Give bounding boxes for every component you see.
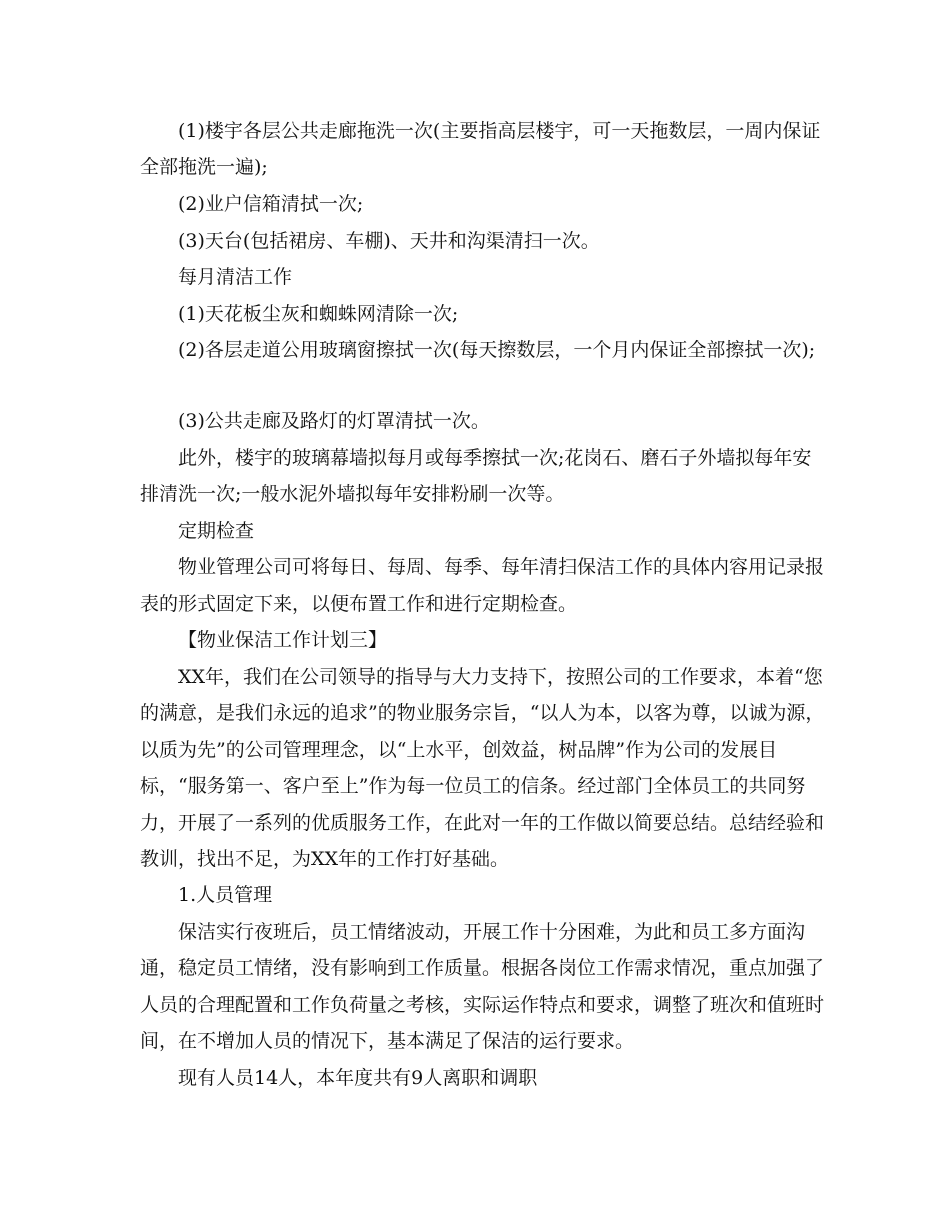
- text-line: (2)业户信箱清拭一次;: [178, 193, 364, 215]
- text-line: 现有人员14人，本年度共有9人离职和调职: [178, 1067, 538, 1089]
- section-heading: 每月清洁工作: [178, 266, 293, 288]
- text-line: 全部拖洗一遍);: [140, 156, 268, 178]
- text-line: 教训，找出不足，为XX年的工作打好基础。: [140, 848, 510, 870]
- text-line: 以质为先”的公司管理理念，以“上水平，创效益，树品牌”作为公司的发展目: [140, 739, 778, 761]
- text-line: 标，“服务第一、客户至上”作为每一位员工的信条。经过部门全体员工的共同努: [140, 775, 806, 797]
- text-line: 物业管理公司可将每日、每周、每季、每年清扫保洁工作的具体内容用记录报: [178, 556, 825, 578]
- text-line: (1)天花板尘灰和蜘蛛网清除一次;: [178, 303, 459, 325]
- text-line: 排清洗一次;一般水泥外墙拟每年安排粉刷一次等。: [140, 483, 565, 505]
- text-line: 的满意，是我们永远的追求”的物业服务宗旨，“以人为本，以客为尊，以诚为源，: [140, 702, 825, 724]
- section-heading: 【物业保洁工作计划三】: [178, 629, 388, 651]
- text-line: 保洁实行夜班后，员工情绪波动，开展工作十分困难，为此和员工多方面沟: [178, 921, 806, 943]
- text-line: 人员的合理配置和工作负荷量之考核，实际运作特点和要求，调整了班次和值班时: [140, 994, 825, 1016]
- text-line: 此外，楼宇的玻璃幕墙拟每月或每季擦拭一次;花岗石、磨石子外墙拟每年安: [178, 447, 812, 469]
- text-line: 表的形式固定下来，以便布置工作和进行定期检查。: [140, 593, 578, 615]
- text-line: 间，在不增加人员的情况下，基本满足了保洁的运行要求。: [140, 1030, 635, 1052]
- section-heading: 定期检查: [178, 520, 255, 542]
- text-line: 力，开展了一系列的优质服务工作，在此对一年的工作做以简要总结。总结经验和: [140, 812, 825, 834]
- section-heading: 1.人员管理: [178, 884, 273, 906]
- text-line: (1)楼宇各层公共走廊拖洗一次(主要指高层楼宇，可一天拖数层，一周内保证: [178, 120, 821, 142]
- text-line: (2)各层走道公用玻璃窗擦拭一次(每天擦数层，一个月内保证全部擦拭一次);: [178, 339, 816, 361]
- text-line: (3)公共走廊及路灯的灯罩清拭一次。: [178, 410, 490, 432]
- text-line: 通，稳定员工情绪，没有影响到工作质量。根据各岗位工作需求情况，重点加强了: [140, 957, 825, 979]
- text-line: (3)天台(包括裙房、车棚)、天井和沟渠清扫一次。: [178, 230, 600, 252]
- text-line: XX年，我们在公司领导的指导与大力支持下，按照公司的工作要求，本着“您: [178, 666, 823, 688]
